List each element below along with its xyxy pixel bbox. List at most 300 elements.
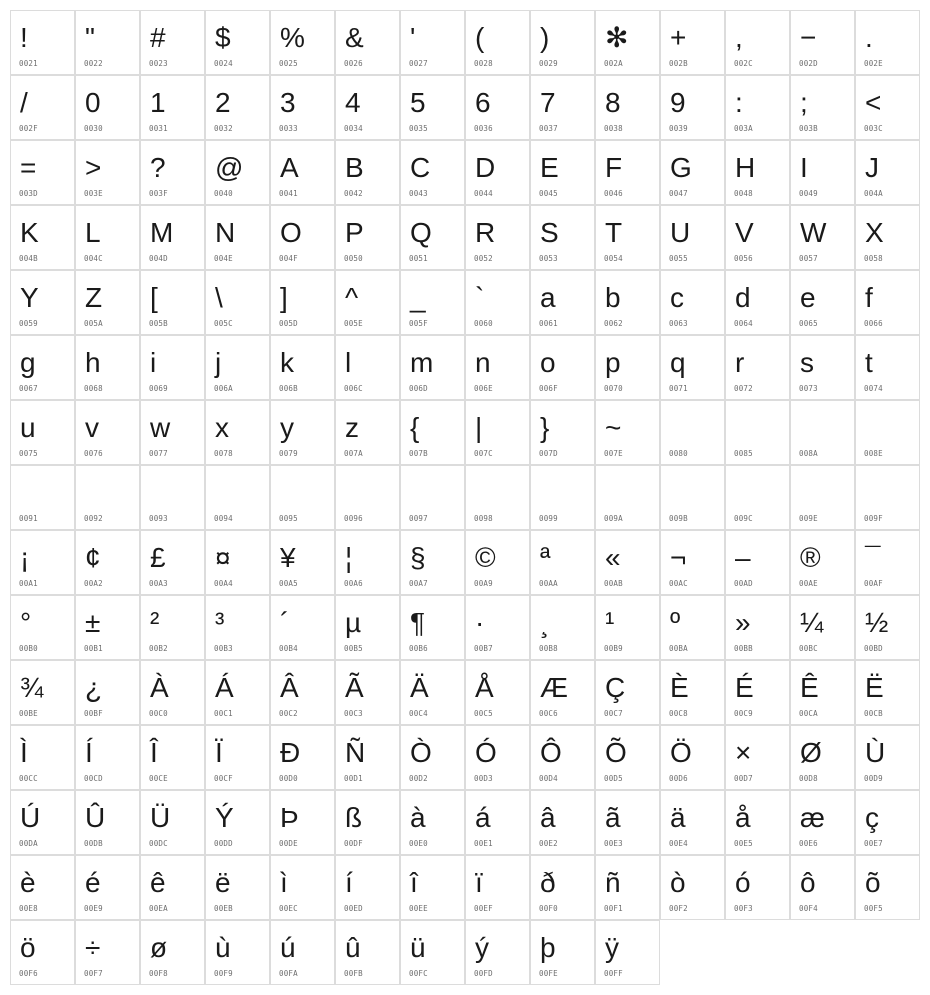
glyph-codepoint: 00DC [149, 839, 168, 848]
glyph-codepoint: 00C0 [149, 709, 168, 718]
glyph-codepoint: 00D1 [344, 774, 363, 783]
glyph-character: È [670, 672, 689, 703]
glyph-codepoint: 00C8 [669, 709, 688, 718]
glyph-character: Ê [800, 672, 819, 703]
glyph-codepoint: 0031 [149, 124, 168, 133]
glyph-codepoint: 00F5 [864, 904, 883, 913]
glyph-cell [465, 75, 530, 140]
glyph-codepoint: 00E5 [734, 839, 753, 848]
glyph-cell [790, 530, 855, 595]
glyph-character: M [150, 217, 174, 248]
glyph-cell [465, 205, 530, 270]
glyph-cell [660, 400, 725, 465]
glyph-codepoint: 00DB [84, 839, 103, 848]
glyph-character: Ò [410, 737, 432, 768]
glyph-codepoint: 00FB [344, 969, 363, 978]
glyph-cell [530, 75, 595, 140]
glyph-codepoint: 00EB [214, 904, 233, 913]
glyph-cell [530, 400, 595, 465]
glyph-codepoint: 00C5 [474, 709, 493, 718]
glyph-cell [205, 75, 270, 140]
glyph-cell [530, 10, 595, 75]
glyph-character: { [410, 412, 420, 443]
glyph-codepoint: 00F6 [19, 969, 38, 978]
glyph-cell [400, 10, 465, 75]
glyph-codepoint: 0066 [864, 319, 883, 328]
glyph-character: ¡ [20, 542, 30, 573]
glyph-cell [205, 205, 270, 270]
glyph-character: á [475, 802, 491, 833]
glyph-character: / [20, 87, 28, 118]
glyph-cell [75, 140, 140, 205]
glyph-codepoint: 0074 [864, 384, 883, 393]
glyph-cell [10, 855, 75, 920]
glyph-codepoint: 00E8 [19, 904, 38, 913]
glyph-cell [335, 335, 400, 400]
glyph-cell [205, 335, 270, 400]
glyph-codepoint: 0042 [344, 189, 363, 198]
glyph-cell [400, 465, 465, 530]
glyph-codepoint: 0093 [149, 514, 168, 523]
glyph-cell [270, 400, 335, 465]
glyph-codepoint: 007A [344, 449, 363, 458]
glyph-cell [725, 270, 790, 335]
glyph-codepoint: 0050 [344, 254, 363, 263]
glyph-codepoint: 008A [799, 449, 818, 458]
glyph-codepoint: 0098 [474, 514, 493, 523]
glyph-character: À [150, 672, 169, 703]
glyph-cell [400, 855, 465, 920]
glyph-cell [725, 660, 790, 725]
glyph-cell [595, 855, 660, 920]
glyph-character: d [735, 282, 751, 313]
glyph-character: Æ [540, 672, 568, 703]
glyph-character: % [280, 22, 305, 53]
glyph-codepoint: 00D2 [409, 774, 428, 783]
glyph-cell [140, 270, 205, 335]
glyph-codepoint: 00BE [19, 709, 38, 718]
glyph-codepoint: 0055 [669, 254, 688, 263]
glyph-character: § [410, 542, 426, 573]
glyph-cell [465, 920, 530, 985]
glyph-codepoint: 00D3 [474, 774, 493, 783]
glyph-character: ý [475, 932, 489, 963]
glyph-cell [10, 140, 75, 205]
glyph-character: ß [345, 802, 363, 833]
glyph-cell [140, 400, 205, 465]
glyph-codepoint: 00FE [539, 969, 558, 978]
glyph-codepoint: 0030 [84, 124, 103, 133]
glyph-cell [530, 530, 595, 595]
glyph-character: î [410, 867, 418, 898]
glyph-codepoint: 0080 [669, 449, 688, 458]
glyph-codepoint: 009A [604, 514, 623, 523]
glyph-codepoint: 0059 [19, 319, 38, 328]
glyph-codepoint: 005E [344, 319, 363, 328]
glyph-codepoint: 0075 [19, 449, 38, 458]
glyph-character: ¥ [280, 542, 296, 573]
glyph-character: Ý [215, 802, 234, 833]
glyph-cell [75, 790, 140, 855]
glyph-codepoint: 00C6 [539, 709, 558, 718]
glyph-cell [595, 205, 660, 270]
glyph-character: I [800, 152, 808, 183]
glyph-character: ¿ [85, 672, 103, 703]
glyph-codepoint: 00F0 [539, 904, 558, 913]
glyph-cell [10, 595, 75, 660]
glyph-codepoint: 00B3 [214, 644, 233, 653]
glyph-codepoint: 00F8 [149, 969, 168, 978]
glyph-codepoint: 00BD [864, 644, 883, 653]
glyph-character: W [800, 217, 827, 248]
glyph-character: j [215, 347, 222, 378]
glyph-cell [205, 270, 270, 335]
glyph-cell [855, 595, 920, 660]
glyph-cell [205, 595, 270, 660]
glyph-character: i [150, 347, 157, 378]
glyph-cell [140, 140, 205, 205]
glyph-codepoint: 0051 [409, 254, 428, 263]
glyph-cell [140, 530, 205, 595]
glyph-codepoint: 00CB [864, 709, 883, 718]
glyph-codepoint: 004A [864, 189, 883, 198]
glyph-cell [660, 855, 725, 920]
glyph-cell [140, 465, 205, 530]
glyph-codepoint: 00DF [344, 839, 363, 848]
glyph-codepoint: 004C [84, 254, 103, 263]
glyph-grid [10, 10, 920, 985]
glyph-character: J [865, 152, 879, 183]
glyph-cell [270, 725, 335, 790]
glyph-codepoint: 00CC [19, 774, 38, 783]
glyph-character: Ï [215, 737, 223, 768]
glyph-cell [205, 400, 270, 465]
glyph-character: å [735, 802, 751, 833]
glyph-codepoint: 00F7 [84, 969, 103, 978]
glyph-codepoint: 007B [409, 449, 428, 458]
glyph-cell [205, 10, 270, 75]
glyph-character: ù [215, 932, 231, 963]
glyph-cell [790, 790, 855, 855]
glyph-character: L [85, 217, 101, 248]
glyph-cell [530, 465, 595, 530]
glyph-character: Ú [20, 802, 41, 833]
glyph-cell [725, 790, 790, 855]
glyph-cell [75, 10, 140, 75]
glyph-character: & [345, 22, 364, 53]
glyph-codepoint: 00AE [799, 579, 818, 588]
glyph-character: ~ [605, 412, 622, 443]
glyph-cell [595, 595, 660, 660]
glyph-codepoint: 0094 [214, 514, 233, 523]
glyph-cell [465, 790, 530, 855]
glyph-character: ' [410, 22, 416, 53]
glyph-cell [595, 530, 660, 595]
glyph-character: V [735, 217, 754, 248]
glyph-codepoint: 009F [864, 514, 883, 523]
glyph-codepoint: 00DD [214, 839, 233, 848]
glyph-character: , [735, 22, 743, 53]
glyph-codepoint: 00B2 [149, 644, 168, 653]
glyph-character: ü [410, 932, 426, 963]
glyph-character: Z [85, 282, 103, 313]
glyph-cell [530, 920, 595, 985]
glyph-character: b [605, 282, 621, 313]
glyph-cell [790, 725, 855, 790]
glyph-cell [660, 270, 725, 335]
glyph-cell [335, 530, 400, 595]
glyph-cell [400, 530, 465, 595]
glyph-cell [10, 400, 75, 465]
glyph-character: ¼ [800, 607, 824, 638]
glyph-codepoint: 0064 [734, 319, 753, 328]
glyph-codepoint: 0024 [214, 59, 233, 68]
glyph-character: ± [85, 607, 101, 638]
glyph-character: h [85, 347, 101, 378]
glyph-codepoint: 0076 [84, 449, 103, 458]
glyph-cell [465, 595, 530, 660]
glyph-codepoint: 009C [734, 514, 753, 523]
glyph-cell [75, 920, 140, 985]
glyph-cell [75, 75, 140, 140]
glyph-cell [465, 270, 530, 335]
glyph-cell [10, 270, 75, 335]
glyph-cell [205, 530, 270, 595]
glyph-cell [205, 855, 270, 920]
glyph-character: ® [800, 542, 821, 573]
glyph-cell [140, 920, 205, 985]
glyph-cell [400, 140, 465, 205]
glyph-character: ! [20, 22, 28, 53]
glyph-codepoint: 00B9 [604, 644, 623, 653]
glyph-cell [790, 140, 855, 205]
glyph-codepoint: 0072 [734, 384, 753, 393]
glyph-character: » [735, 607, 751, 638]
glyph-cell [335, 920, 400, 985]
glyph-cell [530, 140, 595, 205]
glyph-cell [725, 205, 790, 270]
glyph-cell [140, 790, 205, 855]
glyph-codepoint: 00AF [864, 579, 883, 588]
glyph-character: _ [410, 282, 426, 313]
glyph-cell [595, 725, 660, 790]
glyph-cell [725, 400, 790, 465]
glyph-codepoint: 00FC [409, 969, 428, 978]
glyph-character: è [20, 867, 36, 898]
glyph-cell [530, 205, 595, 270]
glyph-codepoint: 0036 [474, 124, 493, 133]
glyph-codepoint: 0034 [344, 124, 363, 133]
glyph-character: ✻ [605, 22, 629, 53]
glyph-codepoint: 00ED [344, 904, 363, 913]
glyph-cell [660, 660, 725, 725]
glyph-character: [ [150, 282, 158, 313]
glyph-codepoint: 00AB [604, 579, 623, 588]
glyph-codepoint: 00D8 [799, 774, 818, 783]
glyph-character: 5 [410, 87, 426, 118]
glyph-cell [335, 660, 400, 725]
glyph-codepoint: 00E6 [799, 839, 818, 848]
glyph-character: } [540, 412, 550, 443]
glyph-cell [140, 335, 205, 400]
glyph-cell [335, 790, 400, 855]
glyph-codepoint: 00C7 [604, 709, 623, 718]
glyph-character: × [735, 737, 752, 768]
glyph-cell [530, 595, 595, 660]
glyph-character: o [540, 347, 556, 378]
glyph-cell [75, 595, 140, 660]
glyph-codepoint: 0070 [604, 384, 623, 393]
glyph-character: 6 [475, 87, 491, 118]
glyph-cell [725, 530, 790, 595]
glyph-character: r [735, 347, 745, 378]
glyph-codepoint: 006A [214, 384, 233, 393]
glyph-character: ê [150, 867, 166, 898]
glyph-cell [530, 660, 595, 725]
glyph-character: Ø [800, 737, 822, 768]
glyph-character: â [540, 802, 556, 833]
glyph-character: G [670, 152, 692, 183]
glyph-cell [660, 140, 725, 205]
glyph-character: \ [215, 282, 223, 313]
glyph-cell [855, 270, 920, 335]
glyph-cell [595, 75, 660, 140]
glyph-character: Â [280, 672, 299, 703]
glyph-cell [855, 140, 920, 205]
glyph-codepoint: 0054 [604, 254, 623, 263]
glyph-codepoint: 009B [669, 514, 688, 523]
glyph-codepoint: 00BF [84, 709, 103, 718]
glyph-character: v [85, 412, 99, 443]
glyph-codepoint: 0021 [19, 59, 38, 68]
glyph-codepoint: 00A9 [474, 579, 493, 588]
glyph-codepoint: 0096 [344, 514, 363, 523]
glyph-cell [270, 855, 335, 920]
glyph-character: C [410, 152, 431, 183]
glyph-codepoint: 00B1 [84, 644, 103, 653]
glyph-codepoint: 00EC [279, 904, 298, 913]
glyph-character: ¯ [865, 542, 881, 573]
glyph-codepoint: 005B [149, 319, 168, 328]
glyph-codepoint: 00F1 [604, 904, 623, 913]
glyph-character: Á [215, 672, 234, 703]
glyph-codepoint: 0052 [474, 254, 493, 263]
glyph-codepoint: 0026 [344, 59, 363, 68]
glyph-codepoint: 004D [149, 254, 168, 263]
glyph-codepoint: 003E [84, 189, 103, 198]
glyph-cell [725, 140, 790, 205]
glyph-character: 4 [345, 87, 361, 118]
glyph-cell [790, 595, 855, 660]
glyph-cell [465, 10, 530, 75]
glyph-character: x [215, 412, 229, 443]
glyph-character: . [865, 22, 873, 53]
glyph-character: û [345, 932, 361, 963]
glyph-codepoint: 003A [734, 124, 753, 133]
glyph-codepoint: 003B [799, 124, 818, 133]
glyph-cell [205, 920, 270, 985]
glyph-cell [335, 140, 400, 205]
glyph-character: Ì [20, 737, 28, 768]
glyph-cell [10, 465, 75, 530]
glyph-codepoint: 00EA [149, 904, 168, 913]
glyph-codepoint: 00A4 [214, 579, 233, 588]
glyph-codepoint: 0062 [604, 319, 623, 328]
glyph-codepoint: 00AA [539, 579, 558, 588]
glyph-codepoint: 00C3 [344, 709, 363, 718]
glyph-codepoint: 00D9 [864, 774, 883, 783]
glyph-character: ¹ [605, 607, 615, 638]
glyph-cell [725, 725, 790, 790]
glyph-codepoint: 00E0 [409, 839, 428, 848]
glyph-cell [725, 10, 790, 75]
glyph-cell [270, 10, 335, 75]
glyph-cell [660, 790, 725, 855]
glyph-codepoint: 00CD [84, 774, 103, 783]
glyph-codepoint: 00F4 [799, 904, 818, 913]
glyph-codepoint: 002A [604, 59, 623, 68]
glyph-cell [790, 660, 855, 725]
glyph-cell [335, 75, 400, 140]
glyph-codepoint: 006D [409, 384, 428, 393]
glyph-cell [530, 335, 595, 400]
glyph-character: · [475, 607, 485, 638]
glyph-cell [465, 335, 530, 400]
glyph-codepoint: 00E3 [604, 839, 623, 848]
glyph-cell [270, 140, 335, 205]
glyph-codepoint: 008E [864, 449, 883, 458]
glyph-codepoint: 00D4 [539, 774, 558, 783]
glyph-cell [140, 660, 205, 725]
glyph-codepoint: 0022 [84, 59, 103, 68]
glyph-cell [530, 855, 595, 920]
glyph-cell [270, 75, 335, 140]
glyph-character: 0 [85, 87, 101, 118]
glyph-cell [335, 205, 400, 270]
glyph-cell [205, 660, 270, 725]
glyph-character: T [605, 217, 623, 248]
glyph-character: Ã [345, 672, 364, 703]
glyph-cell [660, 465, 725, 530]
glyph-character: ø [150, 932, 168, 963]
glyph-character: F [605, 152, 623, 183]
glyph-codepoint: 00B4 [279, 644, 298, 653]
glyph-character: Ä [410, 672, 429, 703]
glyph-character: ã [605, 802, 621, 833]
glyph-codepoint: 003C [864, 124, 883, 133]
glyph-cell [205, 790, 270, 855]
glyph-character: f [865, 282, 873, 313]
glyph-cell [790, 75, 855, 140]
glyph-cell [270, 465, 335, 530]
glyph-character: ö [20, 932, 36, 963]
glyph-cell [270, 530, 335, 595]
glyph-character: E [540, 152, 559, 183]
glyph-cell [75, 465, 140, 530]
glyph-character: ÷ [85, 932, 101, 963]
glyph-cell [595, 790, 660, 855]
glyph-character: m [410, 347, 434, 378]
glyph-cell [270, 790, 335, 855]
glyph-character: Ë [865, 672, 884, 703]
glyph-character: ` [475, 282, 485, 313]
glyph-cell [725, 855, 790, 920]
glyph-character: c [670, 282, 684, 313]
glyph-character: ¤ [215, 542, 231, 573]
glyph-codepoint: 0037 [539, 124, 558, 133]
glyph-codepoint: 00CA [799, 709, 818, 718]
glyph-character: à [410, 802, 426, 833]
